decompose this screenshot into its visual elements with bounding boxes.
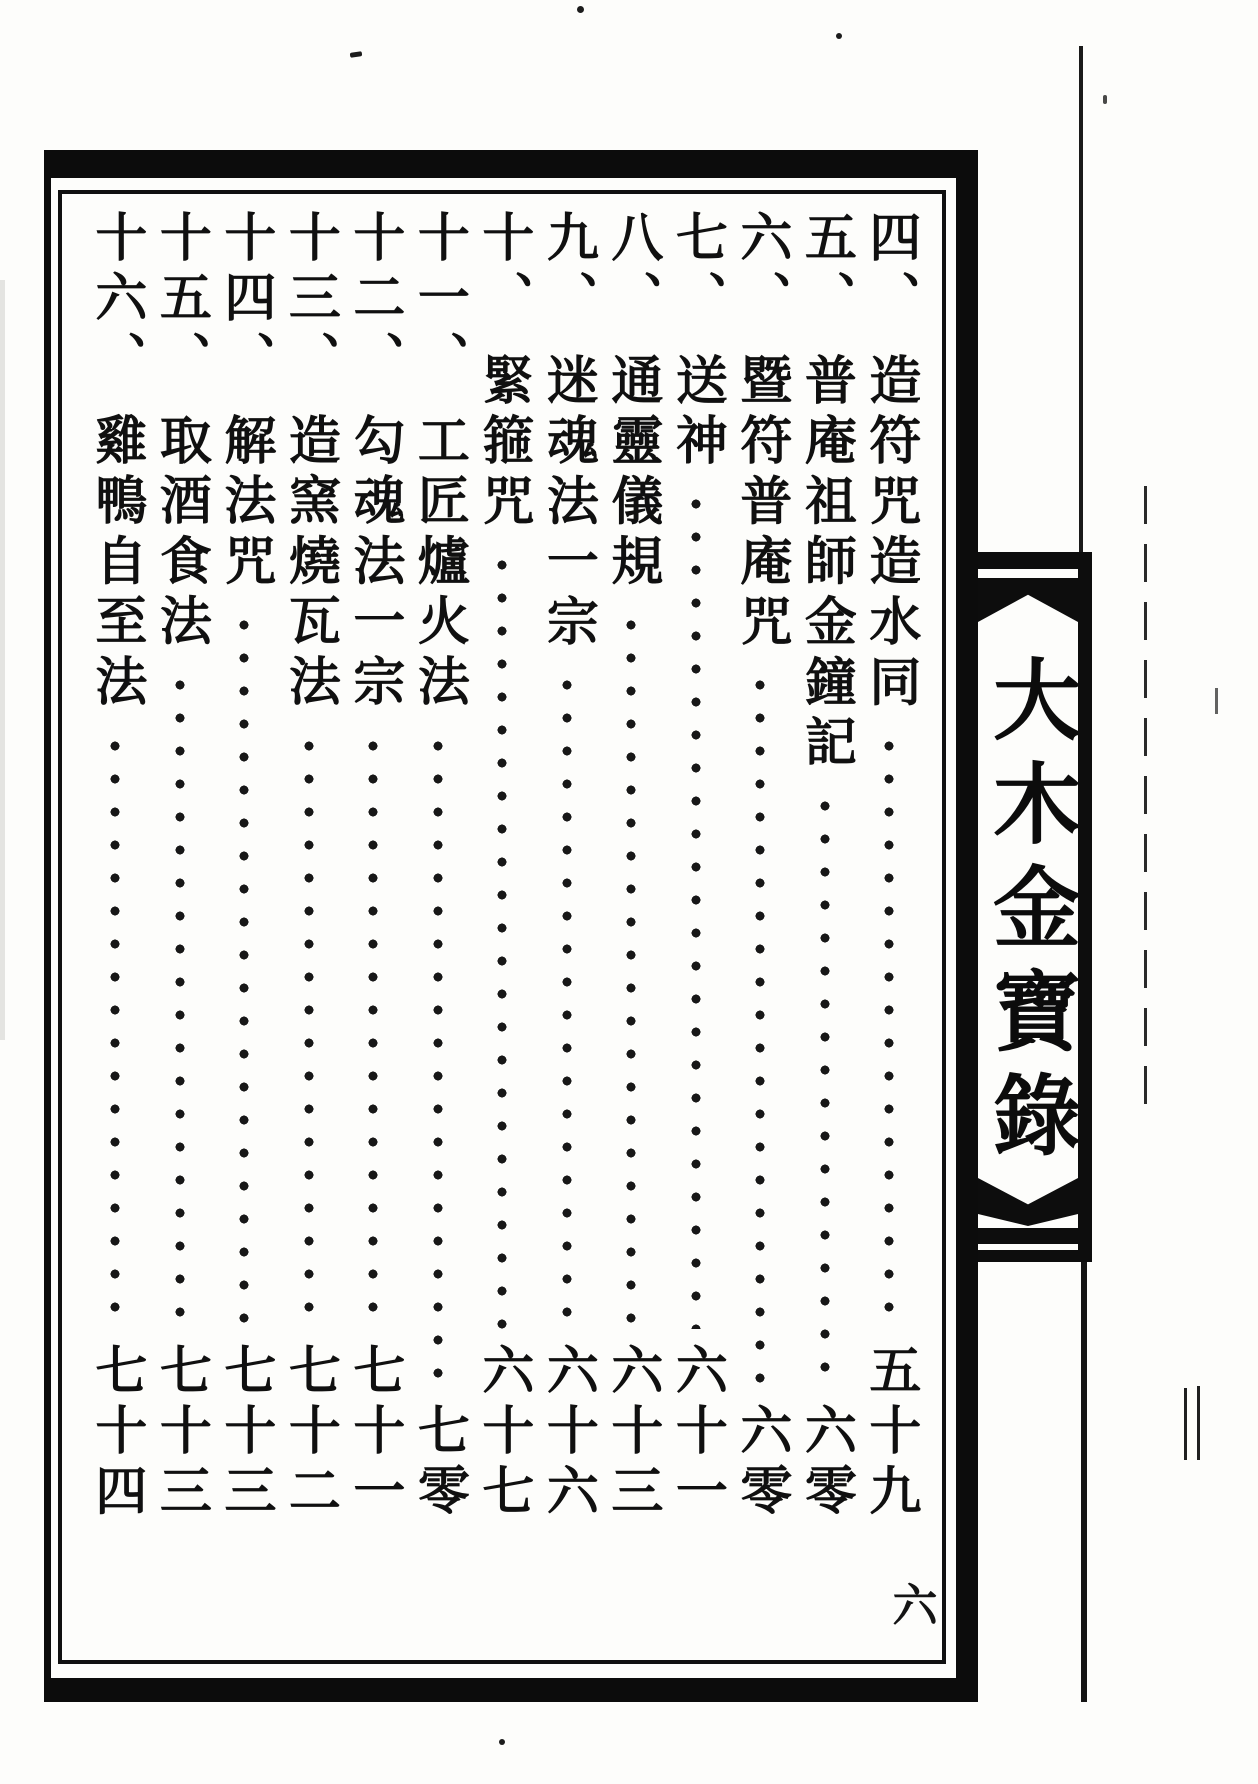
dot-leader	[883, 735, 895, 1329]
toc-entry	[471, 210, 533, 1524]
entry-page: 七十一	[344, 1343, 402, 1524]
dot-leader	[690, 493, 702, 1329]
dot-leader	[625, 614, 637, 1329]
entry-title: 取酒食法	[151, 412, 209, 655]
entry-title: 普庵祖師金鐘記	[796, 352, 854, 775]
entry-page: 七十三	[215, 1343, 273, 1524]
entry-title: 暨符普庵咒	[731, 352, 789, 655]
entry-title: 送神	[667, 352, 725, 474]
spine-right-rule	[1078, 552, 1092, 1262]
entry-page: 七十二	[280, 1343, 338, 1524]
entry-page: 七零	[409, 1403, 467, 1524]
toc-entry	[729, 210, 791, 1524]
entry-number: 十五、	[151, 210, 209, 391]
entry-number: 十三、	[280, 210, 338, 391]
entry-title: 解法咒	[215, 412, 273, 594]
toc-entry	[536, 210, 598, 1524]
dot-leader	[367, 735, 379, 1329]
toc-column-list	[62, 194, 942, 1524]
spine-title: 大木金寶錄	[980, 654, 1077, 1174]
entry-page: 六十一	[667, 1343, 725, 1524]
toc-entry	[407, 210, 469, 1524]
dot-leader	[496, 554, 508, 1329]
entry-number: 六、	[731, 210, 789, 331]
spine-lower-band-1	[978, 1228, 1078, 1244]
toc-entry	[84, 210, 146, 1524]
dot-leader	[238, 614, 250, 1329]
toc-entry	[665, 210, 727, 1524]
entry-page: 七十四	[86, 1343, 144, 1524]
entry-title: 造窯燒瓦法	[280, 412, 338, 715]
toc-entry	[149, 210, 211, 1524]
entry-title: 通靈儀規	[602, 352, 660, 594]
spine-lower-band-2	[978, 1250, 1078, 1262]
collation-mark	[1197, 1386, 1200, 1460]
spine-top-band	[978, 552, 1078, 569]
scan-speck	[577, 6, 584, 13]
dot-leader	[174, 674, 186, 1329]
scan-speck	[499, 1739, 505, 1745]
dot-leader	[819, 795, 831, 1389]
toc-entry	[278, 210, 340, 1524]
entry-page: 六十六	[538, 1343, 596, 1524]
entry-title: 緊箍咒	[473, 352, 531, 534]
entry-title: 工匠爐火法	[409, 412, 467, 715]
entry-number: 十一、	[409, 210, 467, 391]
toc-entry	[858, 210, 920, 1524]
spine-right-rule-lower	[1081, 1262, 1087, 1702]
collation-mark	[1215, 688, 1218, 714]
toc-entry	[794, 210, 856, 1524]
entry-number: 九、	[538, 210, 596, 331]
entry-number: 八、	[602, 210, 660, 331]
entry-title: 雞鴨自至法	[86, 412, 144, 715]
scan-edge-shade	[0, 280, 5, 1040]
entry-number: 五、	[796, 210, 854, 331]
toc-entry	[213, 210, 275, 1524]
entry-title: 勾魂法一宗	[344, 412, 402, 715]
entry-number: 十六、	[86, 210, 144, 391]
scan-speck	[836, 33, 842, 39]
entry-title: 迷魂法一宗	[538, 352, 596, 655]
dot-leader	[432, 735, 444, 1390]
entry-page: 六零	[796, 1403, 854, 1524]
entry-page: 五十九	[860, 1343, 918, 1524]
entry-number: 七、	[667, 210, 725, 331]
scan-speck	[350, 51, 363, 58]
entry-page: 六十七	[473, 1343, 531, 1524]
spine-right-rule-upper	[1079, 46, 1083, 552]
entry-number: 十、	[473, 210, 531, 331]
entry-number: 十四、	[215, 210, 273, 391]
scan-speck	[1103, 95, 1107, 104]
entry-title: 造符咒造水同	[860, 352, 918, 715]
dot-leader	[109, 735, 121, 1329]
fold-dashed-line	[1144, 486, 1147, 1110]
spine-peak-band	[978, 578, 1078, 622]
dot-leader	[561, 674, 573, 1329]
entry-page: 七十三	[151, 1343, 209, 1524]
toc-entry	[600, 210, 662, 1524]
folio-number: 六	[892, 1581, 938, 1631]
collation-mark	[1184, 1388, 1187, 1460]
dot-leader	[303, 735, 315, 1329]
toc-entry	[342, 210, 404, 1524]
entry-page: 六十三	[602, 1343, 660, 1524]
entry-number: 十二、	[344, 210, 402, 391]
entry-number: 四、	[860, 210, 918, 331]
entry-page: 六零	[731, 1403, 789, 1524]
dot-leader	[754, 674, 766, 1389]
